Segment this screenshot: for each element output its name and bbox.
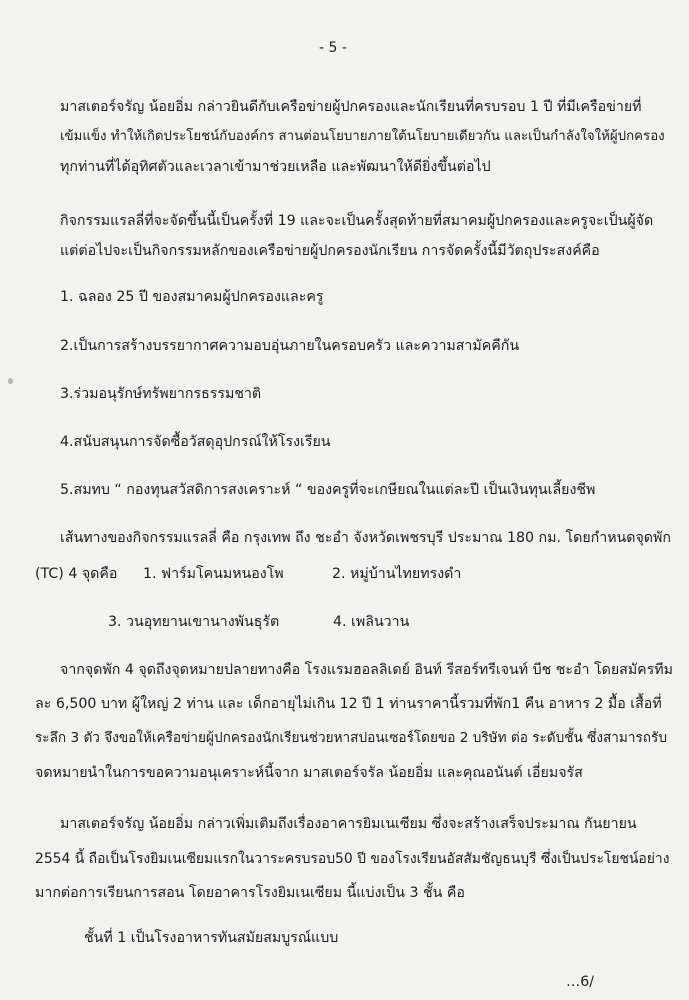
checkpoint-1: 1. ฟาร์มโคนมหนองโพ (143, 566, 284, 582)
paragraph-1-line-3: ทุกท่านที่ได้อุทิศตัวและเวลาเข้ามาช่วยเหลือ และพัฒนาให้ดียิ่งขึ้นต่อไป (60, 159, 491, 175)
paragraph-3-line-3: ระลึก 3 ตัว จึงขอให้เครือข่ายผู้ปกครองนักเรียนช่วยหาสปอนเซอร์โดยขอ 2 บริษัท ต่อ ระดับชั้น ซึ่งสามารถรับ (35, 730, 667, 746)
checkpoint-lead: (TC) 4 จุดคือ (35, 566, 118, 582)
objective-item-1: 1. ฉลอง 25 ปี ของสมาคมผู้ปกครองและครู (60, 289, 324, 305)
paragraph-3-line-1: จากจุดพัก 4 จุดถึงจุดหมายปลายทางคือ โรงแรมฮอลลิเดย์ อินท์ รีสอร์ทรีเจนท์ บีช ชะอำ โดยสมัครทีม (60, 662, 673, 678)
objective-item-2: 2.เป็นการสร้างบรรยากาศความอบอุ่นภายในครอบครัว และความสามัคคีกัน (60, 338, 520, 354)
scan-speck (8, 378, 13, 384)
objective-item-5: 5.สมทบ “ กองทุนสวัสดิการสงเคราะห์ “ ของครูที่จะเกษียณในแต่ละปี เป็นเงินทุนเลี้ยงชีพ (60, 482, 596, 498)
objective-item-4: 4.สนับสนุนการจัดซื้อวัสดุอุปกรณ์ให้โรงเรียน (60, 434, 331, 450)
paragraph-1-line-1: มาสเตอร์จรัญ น้อยอิ่ม กล่าวยินดีกับเครือข่ายผู้ปกครองและนักเรียนที่ครบรอบ 1 ปี ที่มีเครือข่ายที่ (60, 99, 642, 115)
checkpoint-3: 3. วนอุทยานเขานางพันธุรัต (108, 614, 280, 630)
paragraph-4-line-1: มาสเตอร์จรัญ น้อยอิ่ม กล่าวเพิ่มเติมถึงเรื่องอาคารยิมเนเซียม ซึ่งจะสร้างเสร็จประมาณ กันยายน (60, 816, 637, 832)
paragraph-1-line-2: เข้มแข็ง ทำให้เกิดประโยชน์กับองค์กร สานต่อนโยบายภายใต้นโยบายเดียวกัน และเป็นกำลังใจให้ผู้ปกครอง (60, 129, 665, 144)
page-number: - 5 - (319, 40, 347, 56)
objective-item-3: 3.ร่วมอนุรักษ์ทรัพยากรธรรมชาติ (60, 386, 262, 402)
paragraph-4-line-2: 2554 นี้ ถือเป็นโรงยิมเนเซียมแรกในวาระครบรอบ50 ปี ของโรงเรียนอัสสัมชัญธนบุรี ซึ่งเป็นประโยชน์อย่าง (35, 851, 670, 867)
checkpoint-4: 4. เพลินวาน (333, 614, 410, 630)
paragraph-4-line-3: มากต่อการเรียนการสอน โดยอาคารโรงยิมเนเซียม นี้แบ่งเป็น 3 ชั้น คือ (35, 885, 465, 901)
paragraph-2-line-2: แต่ต่อไปจะเป็นกิจกรรมหลักของเครือข่ายผู้ปกครองนักเรียน การจัดครั้งนี้มีวัตถุประสงค์คือ (60, 243, 600, 259)
paragraph-3-line-4: จดหมายนำในการขอความอนุเคราะห์นี้จาก มาสเตอร์จรัล น้อยอิ่ม และคุณอนันต์ เอี่ยมจรัส (35, 765, 583, 781)
checkpoint-2: 2. หมู่บ้านไทยทรงดำ (332, 566, 462, 582)
paragraph-2-line-1: กิจกรรมแรลลี่ที่จะจัดขึ้นนี้เป็นครั้งที่ 19 และจะเป็นครั้งสุดท้ายที่สมาคมผู้ปกครองและครูจะเป็นผู้จัด (60, 213, 654, 229)
paragraph-3-line-2: ละ 6,500 บาท ผู้ใหญ่ 2 ท่าน และ เด็กอายุไม่เกิน 12 ปี 1 ท่านราคานี้รวมที่พัก1 คืน อาหาร 2 มื้อ เสื้อที่ (35, 696, 662, 712)
route-description: เส้นทางของกิจกรรมแรลลี่ คือ กรุงเทพ ถึง ชะอำ จังหวัดเพชรบุรี ประมาณ 180 กม. โดยกำหนดจุดพัก (60, 530, 671, 546)
floor-1-description: ชั้นที่ 1 เป็นโรงอาหารทันสมัยสมบูรณ์แบบ (84, 930, 339, 946)
continuation-marker: …6/ (566, 974, 594, 990)
